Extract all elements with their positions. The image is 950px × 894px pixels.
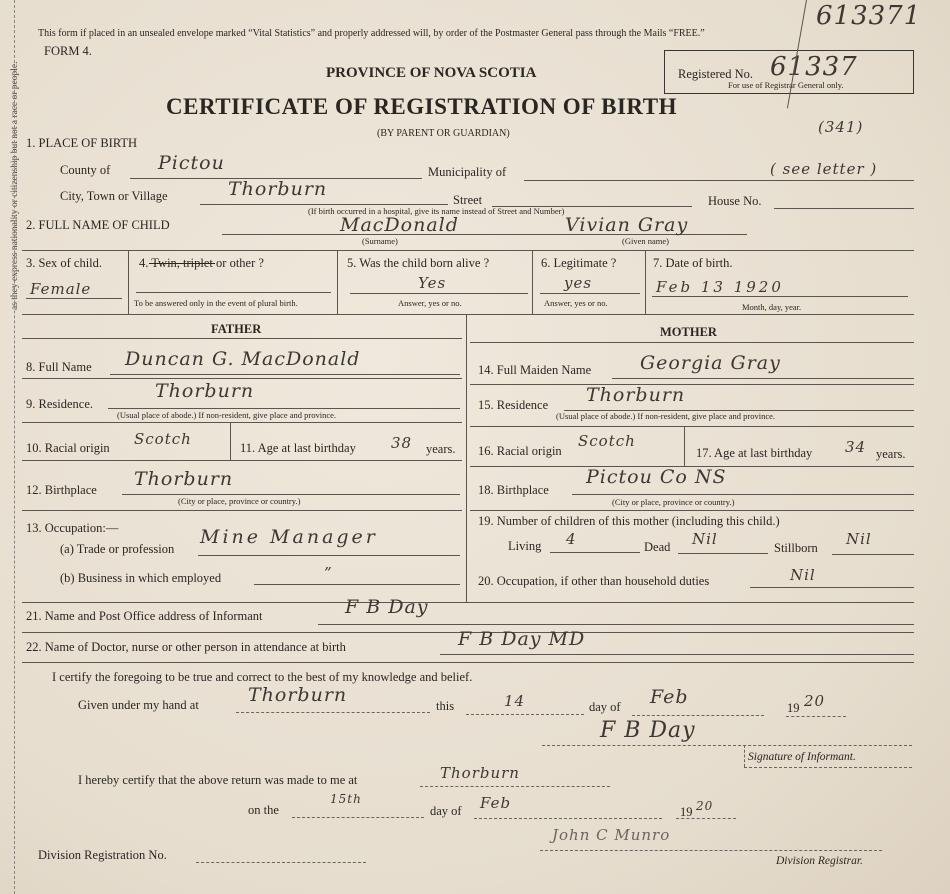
municipality-label: Municipality of: [428, 165, 507, 179]
mother-heading: MOTHER: [660, 325, 717, 339]
child-name-label: 2. FULL NAME OF CHILD: [26, 218, 170, 232]
page-title: CERTIFICATE OF REGISTRATION OF BIRTH: [166, 94, 677, 119]
form-number: FORM 4.: [44, 44, 92, 58]
father-business-label: (b) Business in which employed: [60, 571, 222, 585]
dead-value: Nil: [692, 530, 718, 548]
father-trade-value: Mine Manager: [200, 526, 378, 548]
mother-occupation-label: 20. Occupation, if other than household duties: [478, 574, 710, 588]
father-trade-label: (a) Trade or profession: [60, 542, 175, 556]
father-heading: FATHER: [211, 322, 262, 336]
margin-line: [14, 0, 15, 894]
registrar-month-value: Feb: [480, 794, 512, 812]
mother-occupation-value: Nil: [790, 566, 816, 584]
doctor-value: F B Day MD: [458, 628, 586, 650]
registrar-year-prefix: 19: [680, 805, 693, 819]
father-business-value: ”: [324, 564, 333, 582]
registrar-signature-label: Division Registrar.: [776, 855, 863, 867]
father-racial-value: Scotch: [134, 430, 192, 448]
given-day-of-label: day of: [589, 700, 621, 714]
father-age-label: 11. Age at last birthday: [240, 441, 356, 455]
mother-racial-value: Scotch: [578, 432, 636, 450]
surname-caption: (Surname): [362, 236, 398, 246]
alive-label: 5. Was the child born alive ?: [347, 256, 490, 270]
father-birthplace-value: Thorburn: [134, 468, 234, 490]
alive-value: Yes: [418, 274, 447, 292]
living-value: 4: [566, 530, 577, 548]
given-year-value: 20: [804, 692, 826, 710]
mother-years-label: years.: [876, 447, 906, 461]
father-name-value: Duncan G. MacDonald: [125, 348, 361, 370]
margin-number: (341): [818, 118, 864, 136]
registered-label: Registered No.: [678, 67, 753, 81]
registrar-signature: John C Munro: [552, 826, 671, 844]
registrar-place-value: Thorburn: [440, 764, 520, 782]
street-note: (If birth occurred in a hospital, give its name instead of Street and Number): [308, 206, 565, 216]
registrar-day-of-label: day of: [430, 804, 462, 818]
place-of-birth-label: 1. PLACE OF BIRTH: [26, 136, 138, 150]
father-years-label: years.: [426, 442, 456, 456]
division-registration-label: Division Registration No.: [38, 848, 167, 862]
plural-note: To be answered only in the event of plural birth.: [134, 298, 298, 308]
mother-birthplace-label: 18. Birthplace: [478, 483, 549, 497]
sex-label: 3. Sex of child.: [26, 256, 103, 270]
mother-racial-label: 16. Racial origin: [478, 444, 562, 458]
birth-date-note: Month, day, year.: [742, 302, 802, 312]
birth-date-label: 7. Date of birth.: [653, 256, 733, 270]
registrar-on-value: 15th: [330, 792, 362, 806]
city-value: Thorburn: [228, 178, 328, 200]
father-birthplace-note: (City or place, province or country.): [178, 496, 301, 506]
side-note: as they express nationality or citizenship but not a race or people.: [10, 61, 20, 310]
child-given-name: Vivian Gray: [565, 214, 689, 236]
registrar-year-value: 20: [696, 799, 714, 813]
father-age-value: 38: [391, 434, 413, 452]
mother-birthplace-value: Pictou Co NS: [586, 466, 727, 488]
informant-label: 21. Name and Post Office address of Informant: [26, 609, 263, 623]
given-day-value: 14: [504, 692, 526, 710]
province-heading: PROVINCE OF NOVA SCOTIA: [326, 65, 537, 81]
street-label: Street: [453, 193, 483, 207]
father-occupation-label: 13. Occupation:—: [26, 521, 119, 535]
stillborn-label: Stillborn: [774, 541, 818, 555]
given-under-label: Given under my hand at: [78, 698, 199, 712]
house-label: House No.: [708, 194, 762, 208]
father-residence-label: 9. Residence.: [26, 397, 93, 411]
father-residence-value: Thorburn: [155, 380, 255, 402]
mother-age-label: 17. Age at last birthday: [696, 446, 813, 460]
municipality-value: ( see letter ): [770, 160, 878, 178]
given-this-label: this: [436, 699, 455, 713]
dead-label: Dead: [644, 540, 671, 554]
given-caption: (Given name): [622, 236, 669, 246]
mother-residence-value: Thorburn: [586, 384, 686, 406]
mother-name-label: 14. Full Maiden Name: [478, 363, 592, 377]
registrar-certify-text: I hereby certify that the above return was made to me at: [78, 773, 358, 787]
mother-residence-label: 15. Residence: [478, 398, 549, 412]
alive-note: Answer, yes or no.: [398, 298, 462, 308]
mother-birthplace-note: (City or place, province or country.): [612, 497, 735, 507]
subtitle: (BY PARENT OR GUARDIAN): [377, 128, 510, 139]
mother-age-value: 34: [845, 438, 867, 456]
corner-number: 613371: [816, 1, 922, 31]
informant-signature: F B Day: [600, 718, 696, 743]
given-month-value: Feb: [650, 686, 689, 708]
legitimate-label: 6. Legitimate ?: [541, 256, 617, 270]
legitimate-value: yes: [564, 274, 593, 292]
plural-label: 4. Twin, triplet or other ?: [139, 256, 264, 270]
registered-number: 61337: [770, 52, 858, 82]
county-value: Pictou: [158, 152, 225, 174]
mother-name-value: Georgia Gray: [640, 352, 781, 374]
children-count-label: 19. Number of children of this mother (including this child.): [478, 514, 780, 528]
father-residence-note: (Usual place of abode.) If non-resident, give place and province.: [117, 410, 337, 420]
child-surname: MacDonald: [340, 214, 459, 236]
registrar-on-label: on the: [248, 803, 279, 817]
legitimate-note: Answer, yes or no.: [544, 298, 608, 308]
postal-notice: This form if placed in an unsealed envelope marked “Vital Statistics” and properly addressed will, by order of the Postmaster General pass through the Mails “FREE.”: [38, 28, 705, 39]
stillborn-value: Nil: [846, 530, 872, 548]
father-name-label: 8. Full Name: [26, 360, 92, 374]
informant-signature-label: Signature of Informant.: [748, 751, 856, 763]
given-place-value: Thorburn: [248, 684, 348, 706]
doctor-label: 22. Name of Doctor, nurse or other person in attendance at birth: [26, 640, 346, 654]
certify-text: I certify the foregoing to be true and correct to the best of my knowledge and belief.: [52, 670, 473, 684]
registered-note: For use of Registrar General only.: [728, 80, 844, 90]
city-label: City, Town or Village: [60, 189, 168, 203]
mother-residence-note: (Usual place of abode.) If non-resident, give place and province.: [556, 411, 776, 421]
father-racial-label: 10. Racial origin: [26, 441, 110, 455]
birth-date-value: Feb 13 1920: [656, 278, 784, 296]
father-birthplace-label: 12. Birthplace: [26, 483, 97, 497]
informant-value: F B Day: [345, 596, 429, 618]
given-year-prefix: 19: [787, 701, 800, 715]
county-label: County of: [60, 163, 111, 177]
living-label: Living: [508, 539, 542, 553]
sex-value: Female: [30, 280, 92, 298]
